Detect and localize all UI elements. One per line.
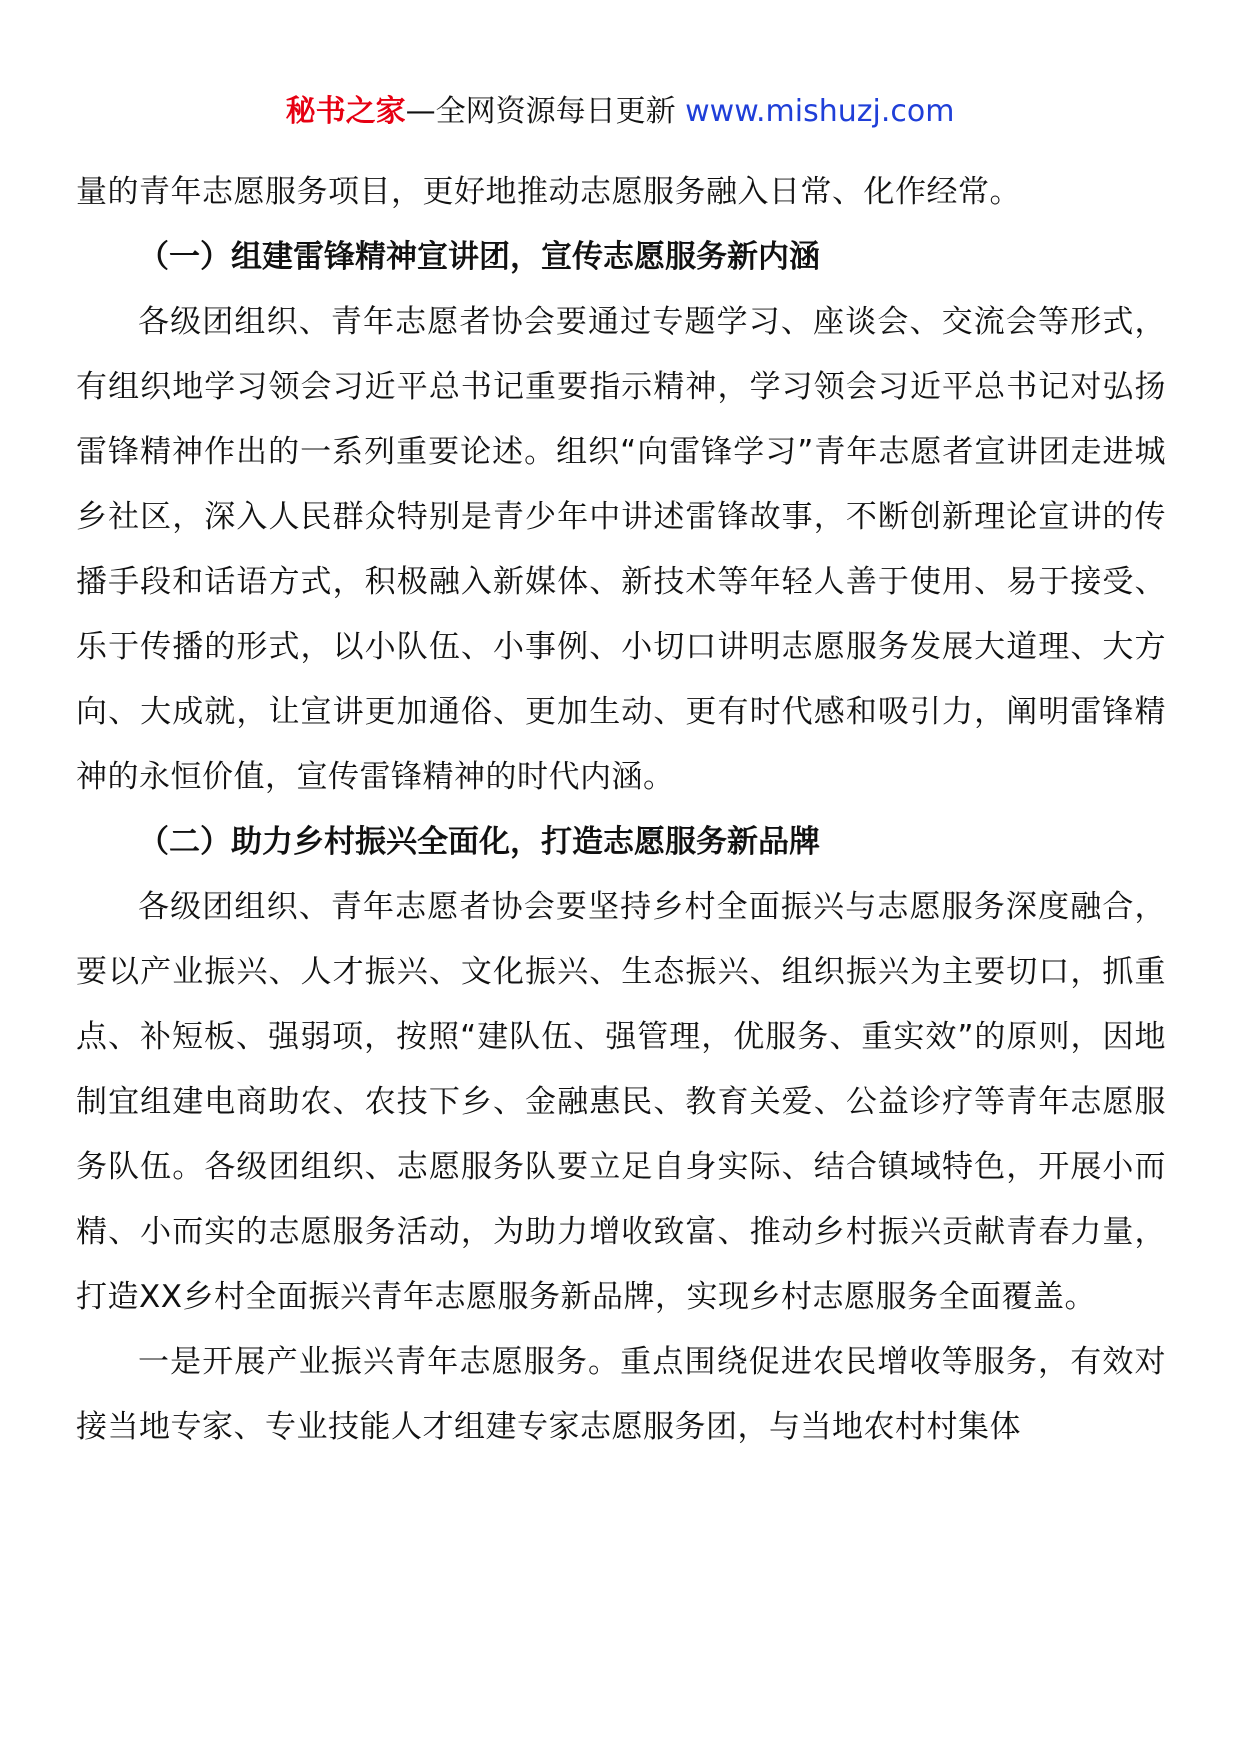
site-brand: 秘书之家 [285, 94, 406, 129]
paragraph-2: 各级团组织、青年志愿者协会要坚持乡村全面振兴与志愿服务深度融合，要以产业振兴、人才振兴、文化振兴、生态振兴、组织振兴为主要切口，抓重点、补短板、强弱项，按照“建队伍、强管理，优服务、重实效”的原则，因地制宜组建电商助农、农技下乡、金融惠民、教育关爱、公益诊疗等青年志愿服务队伍。各级团组织、志愿服务队要立足自身实际、结合镇域特色，开展小而精、小而实的志愿服务活动，为助力增收致富、推动乡村振兴贡献青春力量，打造XX乡村全面振兴青年志愿服务新品牌，实现乡村志愿服务全面覆盖。 [76, 889, 1166, 1315]
section-heading-1: （一）组建雷锋精神宣讲团，宣传志愿服务新内涵 [138, 239, 820, 275]
paragraph-continued: 量的青年志愿服务项目，更好地推动志愿服务融入日常、化作经常。 [76, 174, 1021, 210]
site-slogan: —全网资源每日更新 [405, 94, 686, 129]
paragraph-1: 各级团组织、青年志愿者协会要通过专题学习、座谈会、交流会等形式，有组织地学习领会习近平总书记重要指示精神，学习领会习近平总书记对弘扬雷锋精神作出的一系列重要论述。组织“向雷锋学习”青年志愿者宣讲团走进城乡社区，深入人民群众特别是青少年中讲述雷锋故事，不断创新理论宣讲的传播手段和话语方式，积极融入新媒体、新技术等年轻人善于使用、易于接受、乐于传播的形式，以小队伍、小事例、小切口讲明志愿服务发展大道理、大方向、大成就，让宣讲更加通俗、更加生动、更有时代感和吸引力，阐明雷锋精神的永恒价值，宣传雷锋精神的时代内涵。 [76, 304, 1166, 795]
section-heading-2: （二）助力乡村振兴全面化，打造志愿服务新品牌 [138, 824, 820, 860]
site-url-link[interactable]: www.mishuzj.com [685, 94, 955, 129]
document-body [76, 160, 1166, 1460]
paragraph-3: 一是开展产业振兴青年志愿服务。重点围绕促进农民增收等服务，有效对接当地专家、专业技能人才组建专家志愿服务团，与当地农村村集体 [76, 1344, 1166, 1445]
site-header [0, 92, 1240, 132]
